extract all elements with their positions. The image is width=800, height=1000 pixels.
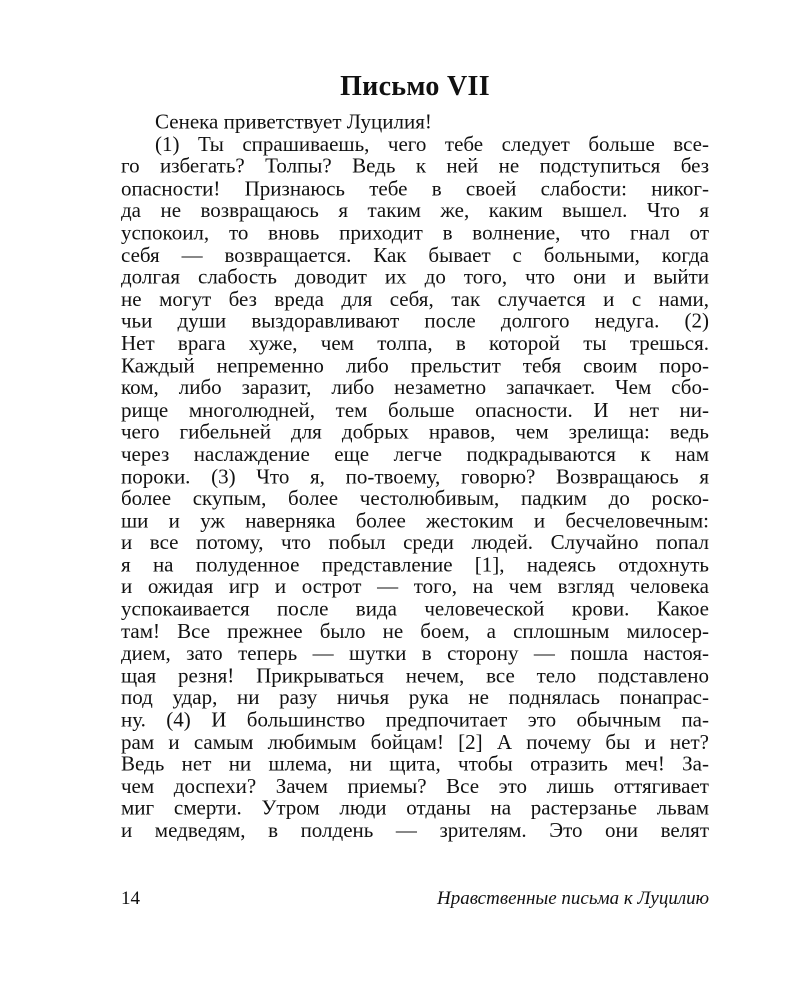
running-title: Нравственные письма к Луцилию <box>436 888 709 909</box>
text-line: дием, зато теперь — шутки в сторону — пошла настоя- <box>121 641 709 665</box>
text-line: через наслаждение еще легче подкрадываются к нам <box>121 442 709 466</box>
text-line: ком, либо заразит, либо незаметно запачкает. Чем сбо- <box>121 375 709 400</box>
text-line: и ожидая игр и острот — того, на чем взгляд человека <box>121 574 709 599</box>
text-line: и медведям, в полдень — зрителям. Это они велят <box>121 818 709 843</box>
text-line: я на полуденное представление [1], надеясь отдохнуть <box>121 552 709 577</box>
text-line: ну. (4) И большинство предпочитает это обычным па- <box>121 707 709 732</box>
text-line: пороки. (3) Что я, по-твоему, говорю? Возвращаюсь я <box>121 464 709 488</box>
text-line: рам и самым любимым бойцам! [2] А почему бы и нет? <box>121 729 709 754</box>
text-line: миг смерти. Утром люди отданы на растерзанье львам <box>121 796 709 820</box>
text-line: и все потому, что побыл среди людей. Случайно попал <box>121 530 709 555</box>
text-line: Каждый непременно либо прельстит тебя своим поро- <box>121 353 709 378</box>
page-number: 14 <box>121 888 140 909</box>
text-line: чего гибельней для добрых нравов, чем зрелища: ведь <box>121 420 709 444</box>
text-line: долгая слабость доводит их до того, что они и выйти <box>121 265 709 289</box>
text-line: да не возвращаюсь я таким же, каким вышел. Что я <box>121 198 709 223</box>
text-line: щая резня! Прикрываться нечем, все тело подставлено <box>121 663 709 688</box>
page-footer <box>121 888 709 914</box>
body-text <box>121 111 709 842</box>
text-line: успокаивается после вида человеческой крови. Какое <box>121 597 709 621</box>
text-line: рище многолюдней, тем больше опасности. И нет ни- <box>121 397 709 422</box>
text-line: ши и уж наверняка более жестоким и бесчеловечным: <box>121 508 709 533</box>
text-line: Ведь нет ни шлема, ни щита, чтобы отразить меч! За- <box>121 752 709 776</box>
text-line: себя — возвращается. Как бывает с больными, когда <box>121 242 709 267</box>
text-line: успокоил, то вновь приходит в волнение, что гнал от <box>121 220 709 245</box>
text-line: чем доспехи? Зачем приемы? Все это лишь оттягивает <box>121 774 709 798</box>
text-line: там! Все прежнее было не боем, а сплошным милосер- <box>121 619 709 643</box>
text-line: под удар, ни разу ничья рука не поднялась понапрас- <box>121 685 709 710</box>
text-line: Нет врага хуже, чем толпа, в которой ты трешься. <box>121 331 709 355</box>
text-line: чьи души выздоравливают после долгого недуга. (2) <box>121 309 709 333</box>
greeting-line: Сенека приветствует Луцилия! <box>155 110 432 134</box>
text-line: го избегать? Толпы? Ведь к ней не подступиться без <box>121 154 709 178</box>
chapter-title: Письмо VII <box>340 71 490 102</box>
text-line: не могут без вреда для себя, так случается и с нами, <box>121 287 709 311</box>
text-line: более скупым, более честолюбивым, падким до роско- <box>121 486 709 510</box>
text-line: опасности! Признаюсь тебе в своей слабости: никог- <box>121 176 709 200</box>
text-line: (1) Ты спрашиваешь, чего тебе следует больше все- <box>155 132 709 156</box>
